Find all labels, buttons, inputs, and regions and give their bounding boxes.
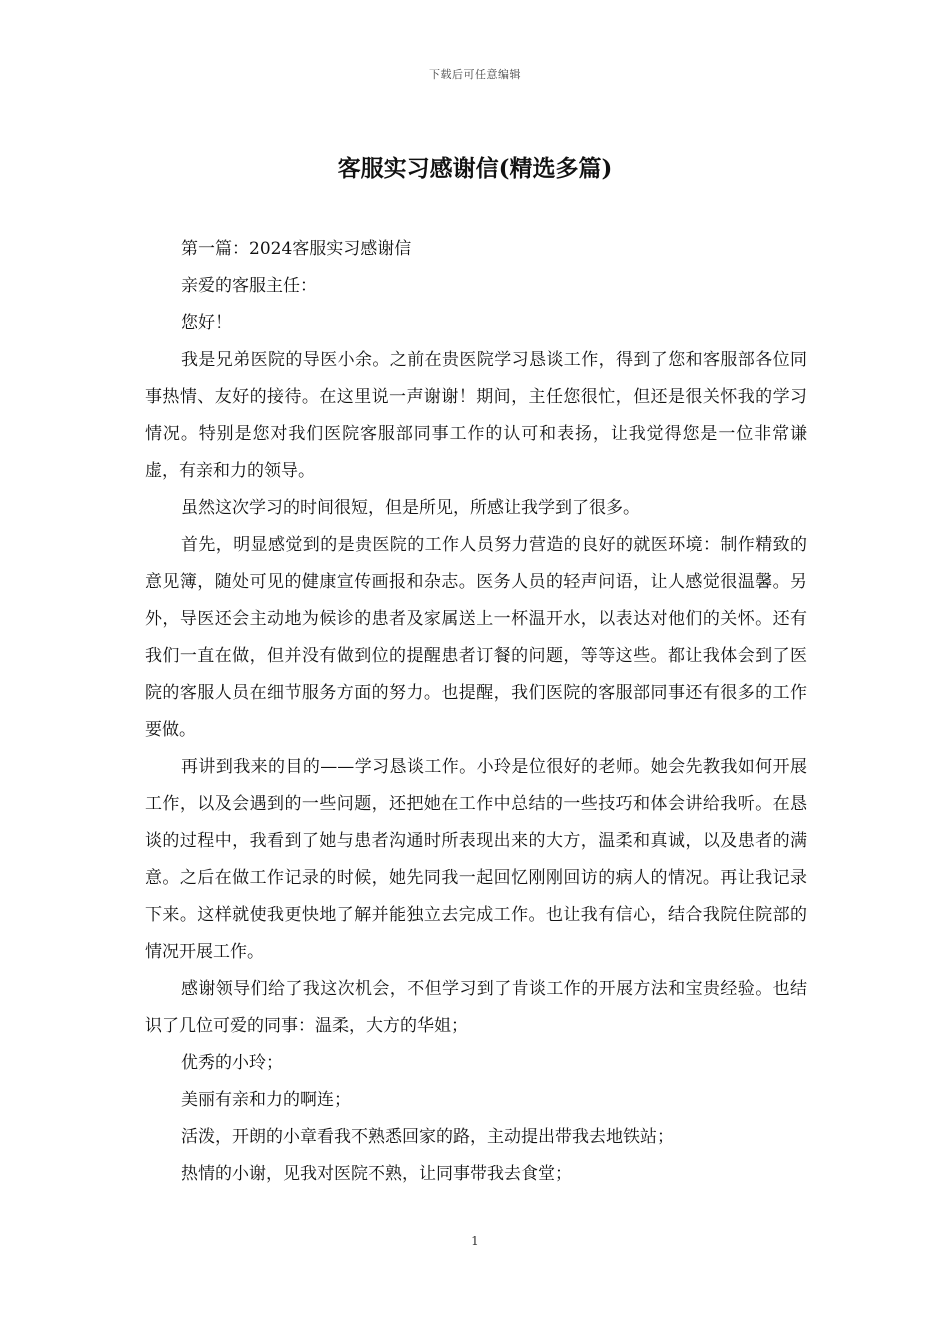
body-paragraph: 我是兄弟医院的导医小余。之前在贵医院学习恳谈工作，得到了您和客服部各位同事热情、友好的接待。在这里说一声谢谢！期间，主任您很忙，但还是很关怀我的学习情况。特别是您对我们医院客服部同事工作的认可和表扬，让我觉得您是一位非常谦虚，有亲和力的领导。 [145, 350, 807, 481]
page-number: 1 [471, 1234, 479, 1248]
header-note: 下载后可任意编辑 [429, 68, 521, 81]
document-body [145, 231, 807, 1193]
body-paragraph: 首先，明显感觉到的是贵医院的工作人员努力营造的良好的就医环境：制作精致的意见簿，随处可见的健康宣传画报和杂志。医务人员的轻声问语，让人感觉很温馨。另外，导医还会主动地为候诊的患者及家属送上一杯温开水，以表达对他们的关怀。还有我们一直在做，但并没有做到位的提醒患者订餐的问题，等等这些。都让我体会到了医院的客服人员在细节服务方面的努力。也提醒，我们医院的客服部同事还有很多的工作要做。 [145, 535, 807, 740]
greeting: 您好！ [181, 313, 232, 333]
body-paragraph: 再讲到我来的目的——学习恳谈工作。小玲是位很好的老师。她会先教我如何开展工作，以及会遇到的一些问题，还把她在工作中总结的一些技巧和体会讲给我听。在恳谈的过程中，我看到了她与患者沟通时所表现出来的大方，温柔和真诚，以及患者的满意。之后在做工作记录的时候，她先同我一起回忆刚刚回访的病人的情况。再让我记录下来。这样就使我更快地了解并能独立去完成工作。也让我有信心，结合我院住院部的情况开展工作。 [145, 757, 807, 962]
body-paragraph: 美丽有亲和力的啊连； [181, 1090, 351, 1110]
body-paragraph: 感谢领导们给了我这次机会，不但学习到了肯谈工作的开展方法和宝贵经验。也结识了几位可爱的同事：温柔，大方的华姐； [145, 979, 807, 1036]
salutation: 亲爱的客服主任： [181, 276, 317, 296]
section-heading: 第一篇：2024客服实习感谢信 [181, 239, 412, 259]
body-paragraph: 优秀的小玲； [181, 1053, 283, 1073]
document-title: 客服实习感谢信(精选多篇) [337, 155, 613, 182]
body-paragraph: 活泼，开朗的小章看我不熟悉回家的路，主动提出带我去地铁站； [181, 1127, 674, 1147]
body-paragraph: 虽然这次学习的时间很短，但是所见，所感让我学到了很多。 [181, 498, 640, 518]
body-paragraph: 热情的小谢，见我对医院不熟，让同事带我去食堂； [181, 1164, 572, 1184]
